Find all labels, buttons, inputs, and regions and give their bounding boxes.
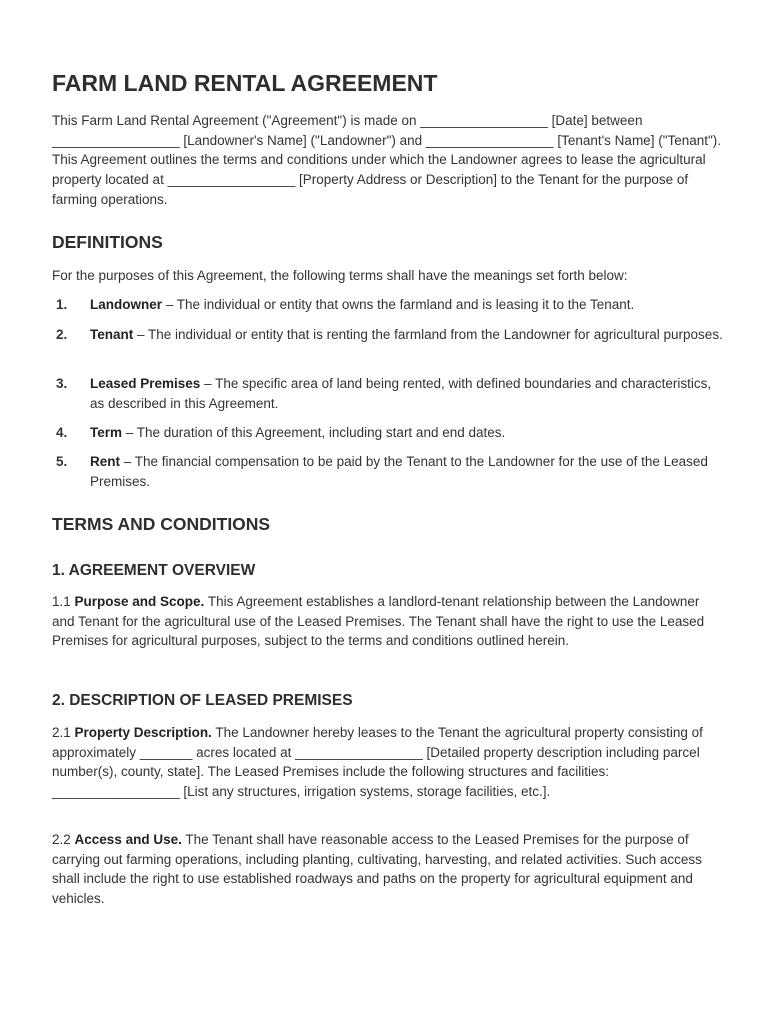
definition-item	[52, 295, 724, 315]
definition-number: 2.	[56, 327, 68, 342]
definition-number: 5.	[56, 454, 68, 469]
definition-item	[52, 325, 724, 345]
definition-number: 1.	[56, 297, 68, 312]
intro-paragraph: This Farm Land Rental Agreement ("Agreement") is made on _________________ [Date] between _________________ [Landowner's Name] ("Landowner") and _________________ [Tenant's Name] ("Tenant"). This Agreement outlines the terms and conditions under which the Landowner agrees to lease the agricultural property located at _________________ [Property Address or Description] to the Tenant for the purpose of farming operations.	[52, 113, 722, 207]
section-1-heading: 1. AGREEMENT OVERVIEW	[52, 562, 256, 579]
definition-term: Landowner	[90, 297, 163, 312]
definition-text: – The specific area of land being rented, with defined boundaries and characteristics, as described in this Agreement.	[90, 376, 712, 411]
definition-item	[52, 452, 724, 491]
definition-term: Leased Premises	[90, 376, 201, 391]
definition-term: Rent	[90, 454, 120, 469]
definition-term: Term	[90, 425, 123, 440]
definition-number: 3.	[56, 376, 68, 391]
definition-text: – The individual or entity that is renting the farmland from the Landowner for agricultural purposes.	[133, 327, 723, 342]
document-title: FARM LAND RENTAL AGREEMENT	[52, 70, 438, 96]
clause-label: Purpose and Scope.	[74, 594, 205, 609]
definition-text: – The financial compensation to be paid by the Tenant to the Landowner for the use of the Leased Premises.	[90, 454, 708, 489]
definition-item	[52, 423, 724, 443]
clause-number: 2.1	[52, 725, 75, 740]
section-2-heading: 2. DESCRIPTION OF LEASED PREMISES	[52, 692, 353, 709]
clause-text: The Tenant shall have reasonable access to the Leased Premises for the purpose of carrying out farming operations, including planting, cultivating, harvesting, and related activities. Such access shall include the right to use established roadways and paths on the property for agricultural equipment and vehicles.	[52, 832, 702, 907]
clause-1-1	[52, 592, 724, 651]
definition-item	[52, 374, 724, 413]
definition-text: – The individual or entity that owns the farmland and is leasing it to the Tenant.	[162, 297, 635, 312]
clause-text: This Agreement establishes a landlord-tenant relationship between the Landowner and Tenant for the agricultural use of the Leased Premises. The Tenant shall have the right to use the Leased Premises for agricultural purposes, subject to the terms and conditions outlined herein.	[52, 594, 705, 649]
clause-label: Property Description.	[74, 725, 212, 740]
clause-text: The Landowner hereby leases to the Tenant the agricultural property consisting of approximately _______ acres located at _________________ [Detailed property description including parcel number(s), county, state]. The Leased Premises include the following structures and facilities: _________________ [List any structures, irrigation systems, storage facilities, etc.].	[52, 725, 703, 800]
definition-term: Tenant	[90, 327, 134, 342]
terms-heading: TERMS AND CONDITIONS	[52, 514, 271, 534]
clause-2-2	[52, 830, 724, 909]
definitions-lead: For the purposes of this Agreement, the following terms shall have the meanings set forth below:	[52, 268, 628, 283]
definition-text: – The duration of this Agreement, including start and end dates.	[122, 425, 506, 440]
clause-number: 2.2	[52, 832, 75, 847]
definition-number: 4.	[56, 425, 68, 440]
clause-number: 1.1	[52, 594, 75, 609]
clause-2-1	[52, 723, 724, 802]
clause-label: Access and Use.	[74, 832, 182, 847]
definitions-heading: DEFINITIONS	[52, 232, 163, 252]
